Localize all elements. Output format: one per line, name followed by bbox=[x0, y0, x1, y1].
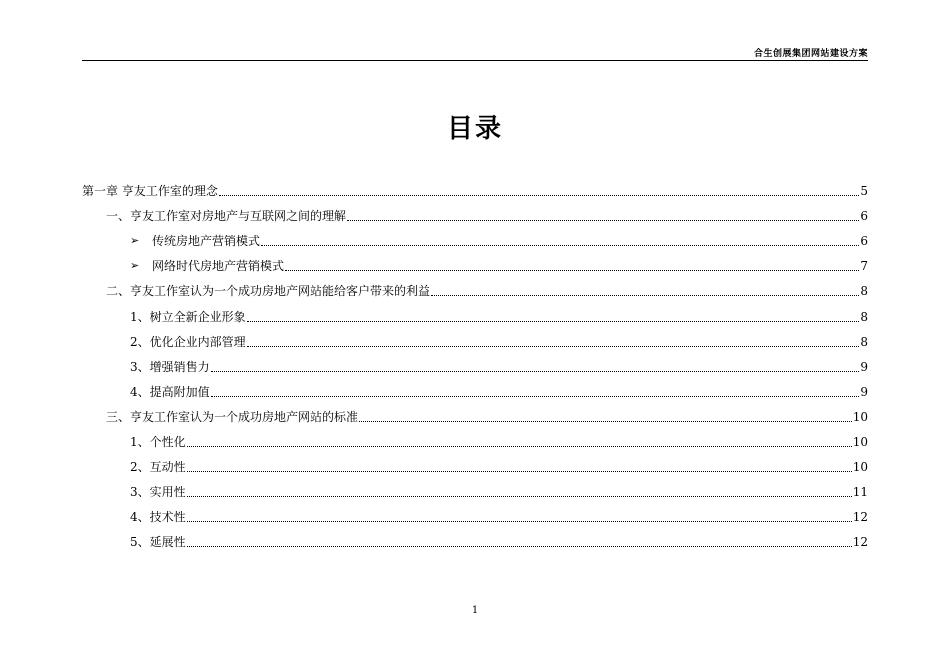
dot-leader bbox=[247, 320, 860, 322]
toc-entry-page: 9 bbox=[860, 384, 868, 399]
dot-leader bbox=[247, 345, 860, 347]
toc-entry-label: 网络时代房地产营销模式 bbox=[152, 259, 285, 274]
toc-entry-page: 5 bbox=[860, 184, 868, 198]
toc-entry-page: 12 bbox=[852, 535, 868, 550]
toc-entry-label: 1、树立全新企业形象 bbox=[130, 309, 246, 324]
toc-entry-label: 5、延展性 bbox=[130, 535, 186, 550]
toc-entry[interactable] bbox=[130, 379, 868, 399]
toc-entry-label: 一、亨友工作室对房地产与互联网之间的理解 bbox=[106, 209, 347, 224]
toc-entry[interactable] bbox=[130, 253, 868, 273]
dot-leader bbox=[347, 219, 859, 221]
toc-entry-label: 4、提高附加值 bbox=[130, 384, 210, 399]
toc-entry[interactable] bbox=[130, 529, 868, 549]
toc-entry[interactable] bbox=[82, 178, 868, 198]
toc-entry-label: 3、实用性 bbox=[130, 485, 186, 500]
toc-entry[interactable] bbox=[106, 203, 868, 223]
dot-leader bbox=[211, 395, 860, 397]
dot-leader bbox=[359, 420, 852, 422]
toc-entry[interactable] bbox=[106, 404, 868, 424]
toc-entry-page: 12 bbox=[852, 510, 868, 525]
toc-entry-page: 10 bbox=[852, 460, 868, 475]
toc-entry-page: 11 bbox=[852, 485, 868, 500]
dot-leader bbox=[187, 520, 852, 522]
page-header bbox=[82, 44, 868, 61]
toc-entry[interactable] bbox=[130, 354, 868, 374]
toc-entry-page: 7 bbox=[860, 259, 868, 274]
dot-leader bbox=[187, 445, 852, 447]
toc-entry-page: 8 bbox=[860, 284, 868, 299]
toc-entry[interactable] bbox=[130, 479, 868, 499]
dot-leader bbox=[431, 294, 859, 296]
dot-leader bbox=[285, 269, 859, 271]
dot-leader bbox=[187, 545, 852, 547]
dot-leader bbox=[187, 495, 852, 497]
toc-entry-label: 2、优化企业内部管理 bbox=[130, 334, 246, 349]
toc-entry-label: 传统房地产营销模式 bbox=[152, 234, 261, 249]
arrow-bullet-icon: ➢ bbox=[130, 259, 140, 273]
toc-entry[interactable] bbox=[130, 228, 868, 248]
toc-entry[interactable] bbox=[130, 329, 868, 349]
toc-entry[interactable] bbox=[130, 304, 868, 324]
page-title: 目录 bbox=[446, 114, 503, 144]
toc-entry[interactable] bbox=[130, 454, 868, 474]
dot-leader bbox=[261, 244, 859, 246]
toc-entry-page: 6 bbox=[860, 209, 868, 224]
toc-entry-label: 第一章 亨友工作室的理念 bbox=[82, 184, 218, 198]
toc-entry[interactable] bbox=[130, 504, 868, 524]
toc-entry-label: 二、亨友工作室认为一个成功房地产网站能给客户带来的利益 bbox=[106, 284, 431, 299]
toc-entry-label: 1、个性化 bbox=[130, 435, 186, 449]
toc-entry-page: 10 bbox=[852, 409, 868, 424]
toc-entry-page: 8 bbox=[860, 309, 868, 324]
arrow-bullet-icon: ➢ bbox=[130, 234, 140, 248]
toc-entry-page: 10 bbox=[852, 435, 868, 449]
toc-entry[interactable] bbox=[106, 278, 868, 298]
toc-entry-label: 3、增强销售力 bbox=[130, 359, 210, 374]
page-number: 1 bbox=[471, 605, 479, 616]
dot-leader bbox=[211, 370, 860, 372]
dot-leader bbox=[187, 470, 852, 472]
dot-leader bbox=[219, 194, 860, 196]
toc-entry-page: 6 bbox=[860, 234, 868, 249]
toc-entry-page: 8 bbox=[860, 334, 868, 349]
toc-entry-label: 2、互动性 bbox=[130, 460, 186, 475]
toc-entry[interactable] bbox=[130, 429, 868, 449]
toc-entry-label: 4、技术性 bbox=[130, 510, 186, 525]
toc-entry-page: 9 bbox=[860, 359, 868, 374]
toc-entry-label: 三、亨友工作室认为一个成功房地产网站的标准 bbox=[106, 409, 359, 424]
header-text: 合生创展集团网站建设方案 bbox=[753, 49, 868, 59]
